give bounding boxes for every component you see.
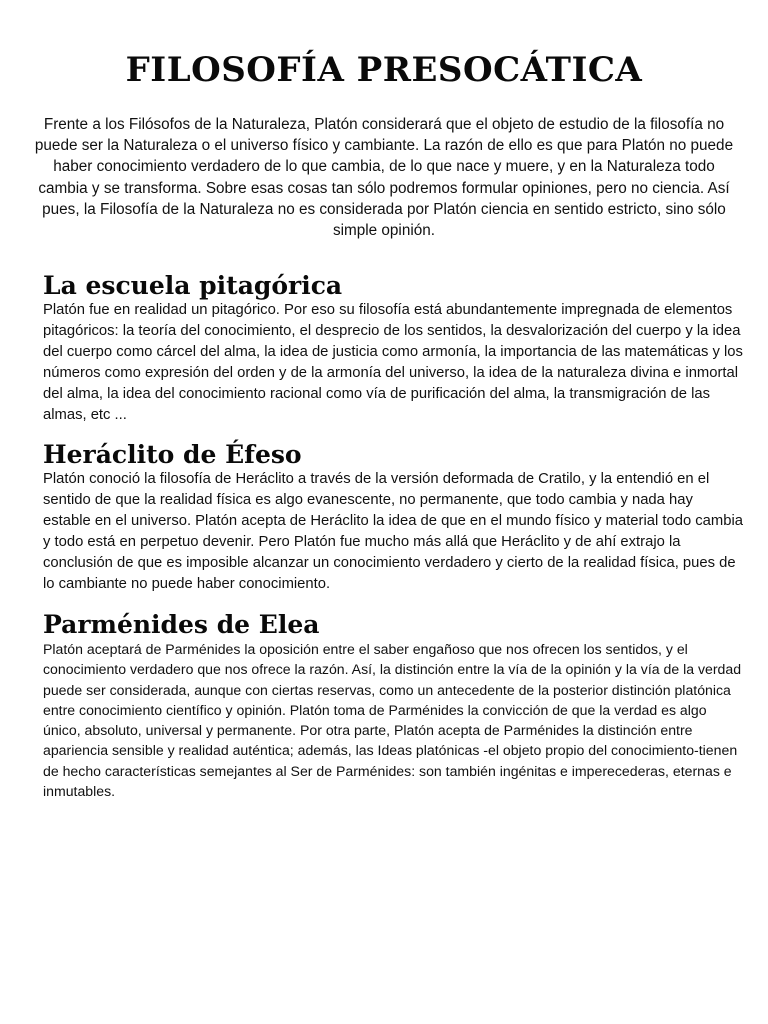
section-parmenides [43, 611, 743, 801]
section-escuela-pitagorica [43, 272, 743, 426]
section-heraclito [43, 441, 743, 595]
section-body: Platón conoció la filosofía de Heráclito a través de la versión deformada de Cratilo, y la entendió en el sentido de que la realidad física es algo evanescente, no permanente, que todo cambia y nada hay estable en el universo. Platón acepta de Heráclito la idea de que en el mundo físico y material todo cambia y todo está en perpetuo devenir. Pero Platón fue mucho más allá que Heráclito y de ahí extrajo la conclusión de que es imposible alcanzar un conocimiento verdadero y cierto de la realidad física, pues de lo cambiante no puede haber conocimiento. [43, 471, 743, 592]
section-heading: La escuela pitagórica [43, 271, 343, 300]
section-body: Platón fue en realidad un pitagórico. Por eso su filosofía está abundantemente impregnada de elementos pitagóricos: la teoría del conocimiento, el desprecio de los sentidos, la desvalorización del cuerpo y la idea del cuerpo como cárcel del alma, la idea de justicia como armonía, la importancia de las matemáticas y los números como expresión del orden y de la armonía del universo, la idea de la naturaleza divina e inmortal del alma, la idea del conocimiento racional como vía de purificación del alma, la transmigración de las almas, etc ... [43, 302, 743, 423]
intro-paragraph: Frente a los Filósofos de la Naturaleza, Platón considerará que el objeto de estudio de la filosofía no puede ser la Naturaleza o el universo físico y cambiante. La razón de ello es que para Platón no puede haber conocimiento verdadero de lo que cambia, de lo que nace y muere, y en la Naturaleza todo cambia y se transforma. Sobre esas cosas tan sólo podremos formular opiniones, pero no ciencia. Así pues, la Filosofía de la Naturaleza no es considerada por Platón ciencia en sentido estricto, sino sólo simple opinión. [34, 116, 734, 240]
section-heading: Heráclito de Éfeso [43, 440, 302, 469]
section-body: Platón aceptará de Parménides la oposición entre el saber engañoso que nos ofrecen los sentidos, y el conocimiento verdadero que nos ofrece la razón. Así, la distinción entre la vía de la opinión y la vía de la verdad puede ser considerada, aunque con ciertas reservas, como un antecedente de la posterior distinción platónica entre conocimiento científico y opinión. Platón toma de Parménides la convicción de que la verdad es algo único, absoluto, universal y permanente. Por otra parte, Platón acepta de Parménides la distinción entre apariencia sensible y realidad auténtica; además, las Ideas platónicas -el objeto propio del conocimiento-tienen de hecho características semejantes al Ser de Parménides: son también ingénitas e imperecederas, eternas e inmutables. [43, 641, 742, 800]
page-title: FILOSOFÍA PRESOCÁTICA [125, 50, 643, 90]
section-heading: Parménides de Elea [43, 610, 320, 639]
